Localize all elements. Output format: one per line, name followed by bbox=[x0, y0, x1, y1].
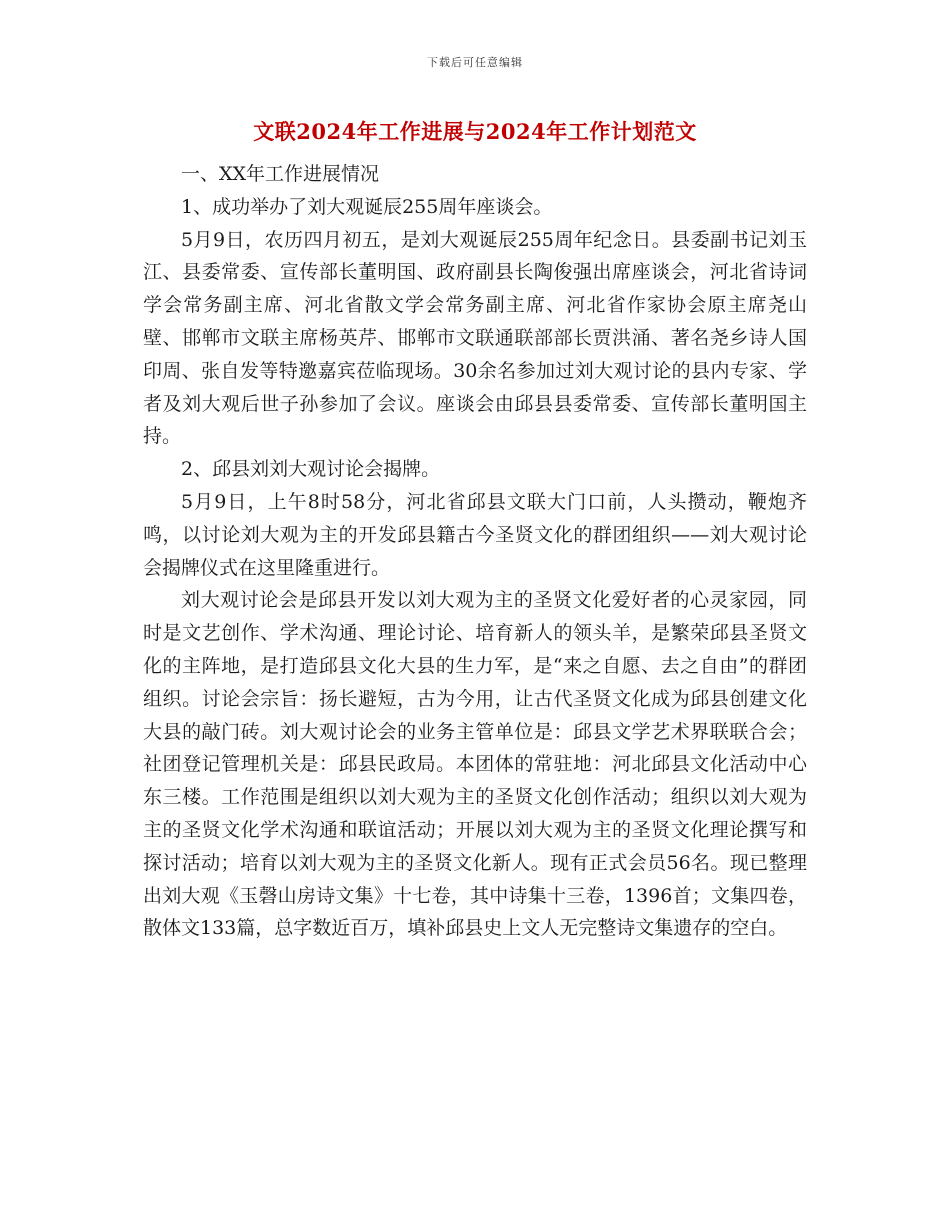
document-title: 文联2024年工作进展与2024年工作计划范文 bbox=[253, 119, 697, 144]
paragraph-3: 刘大观讨论会是邱县开发以刘大观为主的圣贤文化爱好者的心灵家园，同时是文艺创作、学术沟通、理论讨论、培育新人的领头羊，是繁荣邱县圣贤文化的主阵地，是打造邱县文化大县的生力军，是“来之自愿、去之自由”的群团组织。讨论会宗旨：扬长避短，古为今用，让古代圣贤文化成为邱县创建文化大县的敲门砖。刘大观讨论会的业务主管单位是：邱县文学艺术界联联合会；社团登记管理机关是：邱县民政局。本团体的常驻地：河北邱县文化活动中心东三楼。工作范围是组织以刘大观为主的圣贤文化创作活动；组织以刘大观为主的圣贤文化学术沟通和联谊活动；开展以刘大观为主的圣贤文化理论撰写和探讨活动；培育以刘大观为主的圣贤文化新人。现有正式会员56名。现已整理出刘大观《玉磬山房诗文集》十七卷，其中诗集十三卷，1396首；文集四卷，散体文133篇，总字数近百万，填补邱县史上文人无完整诗文集遗存的空白。 bbox=[143, 589, 807, 940]
document-body bbox=[143, 158, 807, 945]
item-heading-2: 2、邱县刘刘大观讨论会揭牌。 bbox=[181, 458, 441, 481]
paragraph-1: 5月9日，农历四月初五，是刘大观诞辰255周年纪念日。县委副书记刘玉江、县委常委、宣传部长董明国、政府副县长陶俊强出席座谈会，河北省诗词学会常务副主席、河北省散文学会常务副主席、河北省作家协会原主席尧山壁、邯郸市文联主席杨英芹、邯郸市文联通联部部长贾洪涌、著名尧乡诗人国印周、张自发等特邀嘉宾莅临现场。30余名参加过刘大观讨论的县内专家、学者及刘大观后世子孙参加了会议。座谈会由邱县县委常委、宣传部长董明国主持。 bbox=[143, 228, 807, 448]
header-note: 下载后可任意编辑 bbox=[427, 56, 523, 69]
paragraph-2: 5月9日，上午8时58分，河北省邱县文联大门口前，人头攒动，鞭炮齐鸣，以讨论刘大观为主的开发邱县籍古今圣贤文化的群团组织——刘大观讨论会揭牌仪式在这里隆重进行。 bbox=[143, 490, 807, 579]
item-heading-1: 1、成功举办了刘大观诞辰255周年座谈会。 bbox=[181, 195, 553, 218]
section-heading: 一、XX年工作进展情况 bbox=[181, 163, 380, 185]
